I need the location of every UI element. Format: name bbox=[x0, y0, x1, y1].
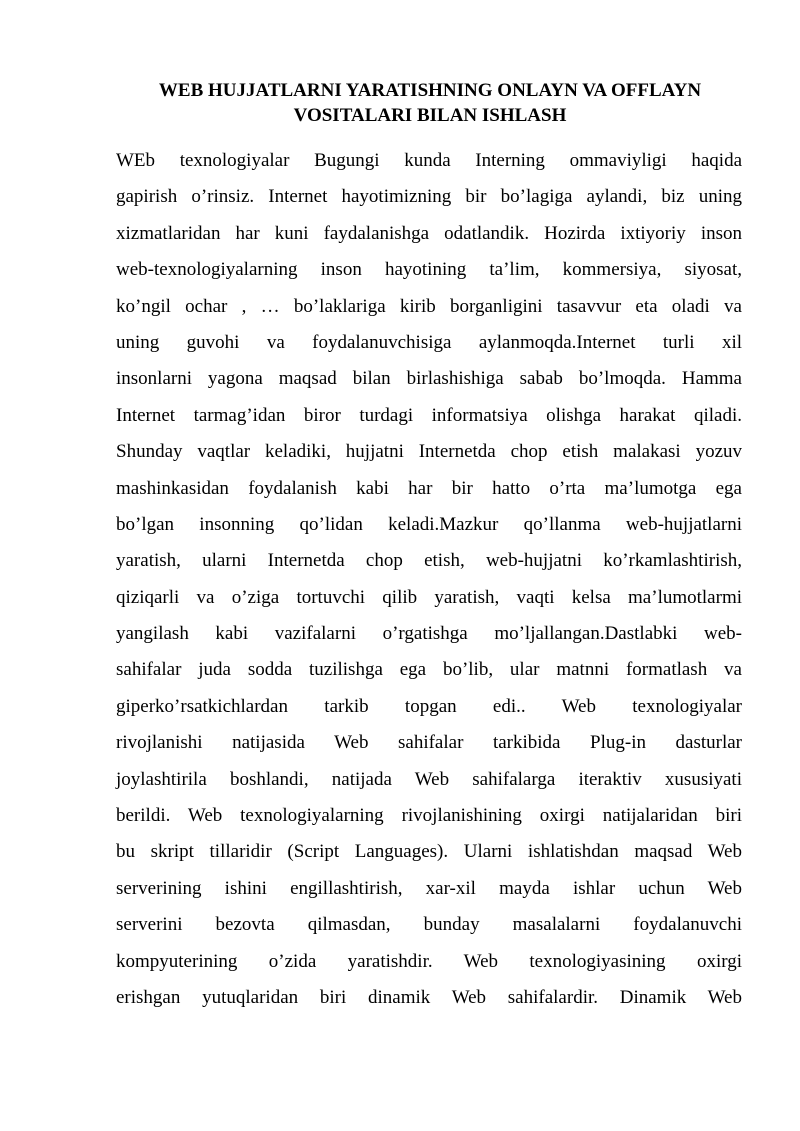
text-line: ko’ngil ochar , … bo’laklariga kirib borganligini tasavvur eta oladi va bbox=[116, 295, 742, 317]
text-line: serverini bezovta qilmasdan, bunday masalalarni foydalanuvchi bbox=[116, 914, 742, 936]
text-line: Shunday vaqtlar keladiki, hujjatni Internetda chop etish malakasi yozuv bbox=[116, 441, 742, 463]
text-line: joylashtirila boshlandi, natijada Web sahifalarga iteraktiv xususiyati bbox=[116, 768, 742, 790]
text-line: bu skript tillaridir (Script Languages). Ularni ishlatishdan maqsad Web bbox=[116, 841, 742, 863]
text-line: uning guvohi va foydalanuvchisiga aylanmoqda.Internet turli xil bbox=[116, 331, 742, 353]
title-line-1: WEB HUJJATLARNI YARATISHNING ONLAYN VA OFFLAYN bbox=[158, 80, 702, 101]
text-line: insonlarni yagona maqsad bilan birlashishiga sabab bo’lmoqda. Hamma bbox=[116, 368, 742, 390]
text-line: WEb texnologiyalar Bugungi kunda Interning ommaviyligi haqida bbox=[116, 150, 742, 171]
text-line: rivojlanishi natijasida Web sahifalar tarkibida Plug-in dasturlar bbox=[116, 732, 742, 754]
text-line: qiziqarli va o’ziga tortuvchi qilib yaratish, vaqti kelsa ma’lumotlarmi bbox=[116, 586, 742, 608]
text-line: bo’lgan insonning qo’lidan keladi.Mazkur qo’llanma web-hujjatlarni bbox=[116, 513, 742, 535]
text-line: berildi. Web texnologiyalarning rivojlanishining oxirgi natijalaridan biri bbox=[116, 805, 742, 827]
text-line: mashinkasidan foydalanish kabi har bir hatto o’rta ma’lumotga ega bbox=[116, 477, 742, 499]
text-line: erishgan yutuqlaridan biri dinamik Web sahifalardir. Dinamik Web bbox=[116, 986, 742, 1008]
text-line: serverining ishini engillashtirish, xar-xil mayda ishlar uchun Web bbox=[116, 877, 742, 899]
text-line: gapirish o’rinsiz. Internet hayotimizning bir bo’lagiga aylandi, biz uning bbox=[116, 186, 742, 208]
text-line: kompyuterining o’zida yaratishdir. Web texnologiyasining oxirgi bbox=[116, 950, 742, 972]
text-line: giperko’rsatkichlardan tarkib topgan edi.. Web texnologiyalar bbox=[116, 695, 742, 717]
text-line: web-texnologiyalarning inson hayotining ta’lim, kommersiya, siyosat, bbox=[116, 259, 742, 281]
text-line: yaratish, ularni Internetda chop etish, web-hujjatni ko’rkamlashtirish, bbox=[116, 550, 742, 572]
title-line-2: VOSITALARI BILAN ISHLASH bbox=[293, 105, 567, 126]
text-line: xizmatlaridan har kuni faydalanishga odatlandik. Hozirda ixtiyoriy inson bbox=[116, 222, 742, 244]
text-line: yangilash kabi vazifalarni o’rgatishga mo’ljallangan.Dastlabki web- bbox=[116, 623, 742, 645]
body-paragraph bbox=[116, 143, 742, 1016]
text-line: Internet tarmag’idan biror turdagi informatsiya olishga harakat qiladi. bbox=[116, 404, 742, 426]
text-line: sahifalar juda sodda tuzilishga ega bo’lib, ular matnni formatlash va bbox=[116, 659, 742, 681]
document-title bbox=[100, 78, 760, 128]
